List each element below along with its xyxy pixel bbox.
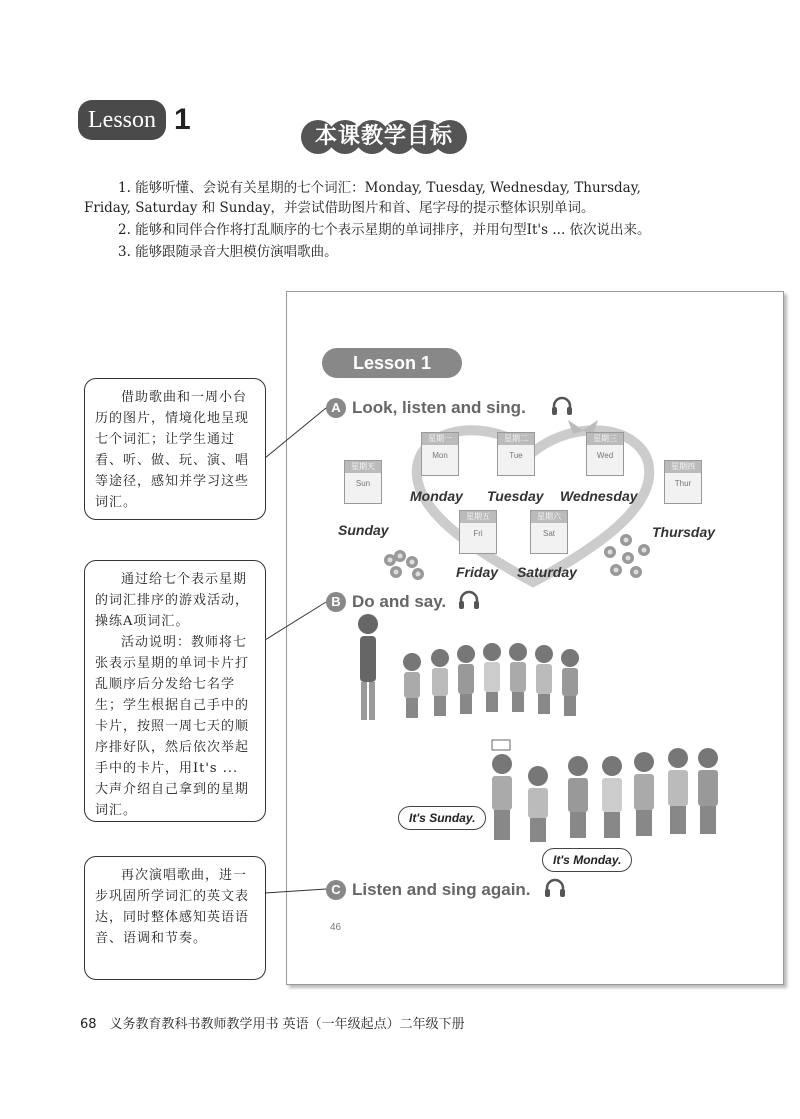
calendar-sunday: 星期天 Sun [344, 460, 382, 504]
note-b-text-1: 通过给七个表示星期的词汇排序的游戏活动，操练A项词汇。 [95, 572, 250, 629]
day-tuesday: Tuesday [487, 488, 544, 504]
note-b-text-2: 活动说明：教师将七张表示星期的单词卡片打乱顺序后分发给七名学生；学生根据自己手中的卡片，按照一周七天的顺序排好队，然后依次举起手中的卡片，用It's ... 大声介绍自己拿到的星期词汇。 [95, 635, 250, 818]
goal-1-cont: Friday, Saturday 和 Sunday，并尝试借助图片和首、尾字母的提示整体识别单词。 [84, 200, 595, 216]
speech-bubble-sunday: It's Sunday. [398, 806, 486, 830]
calendar-friday: 星期五 Fri [459, 510, 497, 554]
objectives-title: 本课教学目标 [314, 124, 453, 149]
calendar-tuesday: 星期二 Tue [497, 432, 535, 476]
speech-bubble-monday: It's Monday. [542, 848, 632, 872]
section-a-label: Look, listen and sing. [352, 398, 526, 417]
day-friday: Friday [456, 564, 499, 580]
calendar-monday: 星期一 Mon [421, 432, 459, 476]
day-wednesday: Wednesday [560, 488, 638, 504]
lesson-number: 1 [174, 103, 191, 136]
lesson-label-pill: Lesson [78, 100, 166, 140]
day-sunday: Sunday [338, 522, 389, 538]
teaching-note-b [84, 560, 266, 822]
goal-3: 3. 能够跟随录音大胆模仿演唱歌曲。 [118, 244, 338, 260]
section-c-label: Listen and sing again. [352, 880, 531, 899]
note-a-text: 借助歌曲和一周小台历的图片，情境化地呈现七个词汇；让学生通过看、听、做、玩、演、唱等途径，感知并学习这些词汇。 [95, 390, 250, 510]
goal-1: 1. 能够听懂、会说有关星期的七个词汇：Monday, Tuesday, Wednesday, Thursday, [118, 180, 641, 196]
section-a-badge: A [326, 398, 346, 418]
teaching-note-c [84, 856, 266, 980]
calendar-wednesday: 星期三 Wed [586, 432, 624, 476]
page-footer: 68 义务教育教科书教师教学用书 英语（一年级起点）二年级下册 [80, 1017, 465, 1032]
goal-2: 2. 能够和同伴合作将打乱顺序的七个表示星期的单词排序，并用句型It's ... 依次说出来。 [118, 222, 651, 238]
calendar-saturday: 星期六 Sat [530, 510, 568, 554]
section-b-badge: B [326, 592, 346, 612]
book-page-number: 46 [330, 922, 342, 933]
book-lesson-tab: Lesson 1 [352, 353, 432, 373]
section-b-label: Do and say. [352, 592, 447, 611]
teaching-note-a [84, 378, 266, 520]
day-thursday: Thursday [652, 524, 716, 540]
section-c-badge: C [326, 880, 346, 900]
day-monday: Monday [410, 488, 463, 504]
day-saturday: Saturday [517, 564, 577, 580]
calendar-thursday: 星期四 Thur [664, 460, 702, 504]
note-c-text: 再次演唱歌曲，进一步巩固所学词汇的英文表达，同时整体感知英语语音、语调和节奏。 [95, 868, 250, 946]
